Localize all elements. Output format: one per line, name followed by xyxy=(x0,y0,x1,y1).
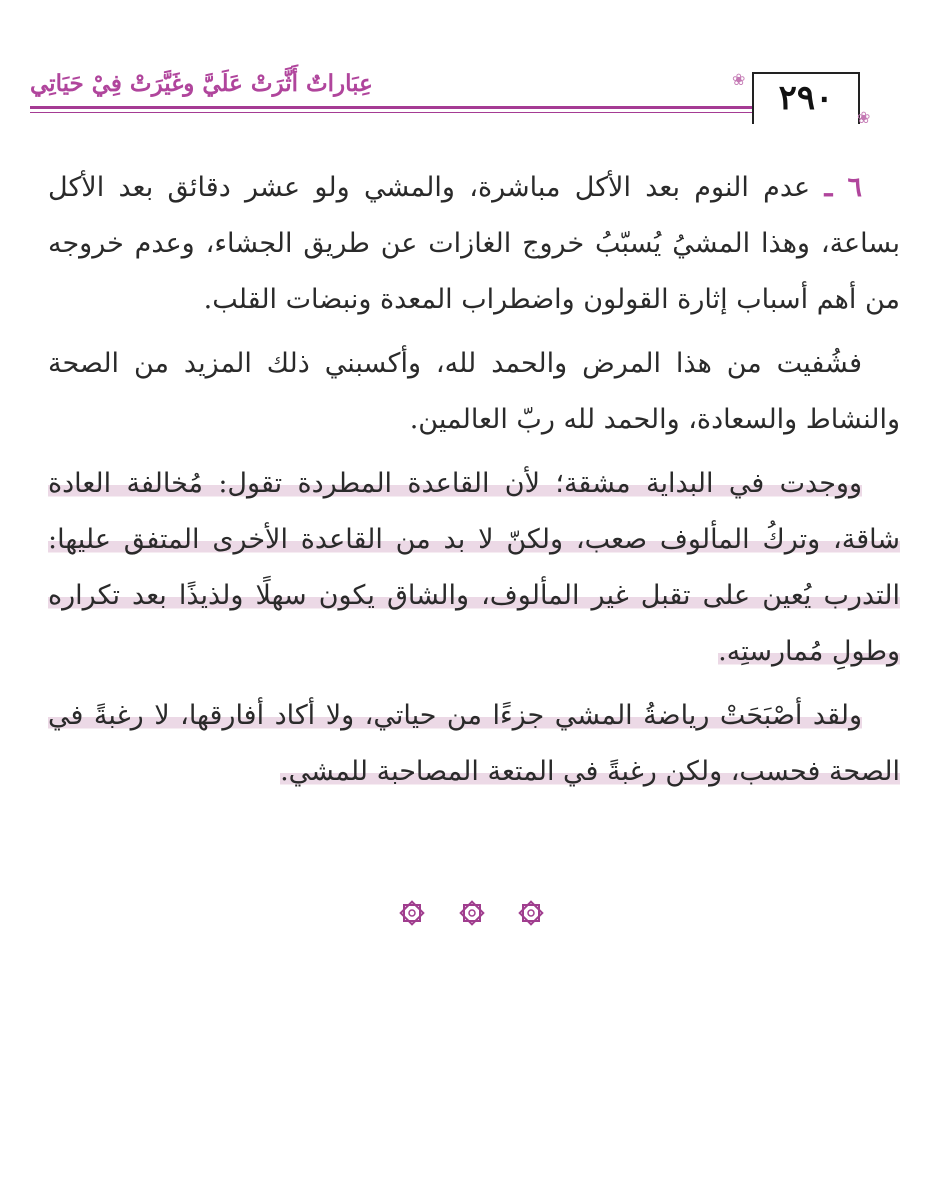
star-ornament-icon xyxy=(516,898,546,928)
paragraph xyxy=(48,160,900,328)
section-divider xyxy=(0,898,943,938)
body-text xyxy=(48,160,900,808)
flower-ornament-icon: ❀ xyxy=(857,108,871,127)
highlighted-paragraph-text: ولقد أصْبَحَتْ رياضةُ المشي جزءًا من حياتي، ولا أكاد أفارقها، لا رغبةً في الصحة فحسب، ولكن رغبةً في المتعة المصاحبة للمشي. xyxy=(48,700,900,787)
paragraph xyxy=(48,336,900,448)
header-rule-thin xyxy=(30,112,752,113)
paragraph-text: فشُفيت من هذا المرض والحمد لله، وأكسبني ذلك المزيد من الصحة والنشاط والسعادة، والحمد لله ربّ العالمين. xyxy=(48,348,900,435)
star-ornament-icon xyxy=(457,898,487,928)
header-rule-thick xyxy=(30,106,752,109)
star-ornament-icon xyxy=(397,898,427,928)
paragraph xyxy=(48,688,900,800)
highlighted-paragraph-text: ووجدت في البداية مشقة؛ لأن القاعدة المطردة تقول: مُخالفة العادة شاقة، وتركُ المألوف صعب، ولكنّ لا بد من القاعدة الأخرى المتفق عليها: التدرب يُعين على تقبل غير المألوف، والشاق يكون سهلًا ولذيذًا بعد تكراره وطولِ مُمارستِه. xyxy=(48,468,900,667)
paragraph-text: عدم النوم بعد الأكل مباشرة، والمشي ولو عشر دقائق بعد الأكل بساعة، وهذا المشيُ يُسبّبُ خروج الغازات عن طريق الجشاء، وعدم خروجه من أهم أسباب إثارة القولون واضطراب المعدة ونبضات القلب. xyxy=(48,172,900,315)
page-number: ٢٩٠ xyxy=(778,78,834,118)
flower-ornament-icon: ❀ xyxy=(732,70,746,89)
paragraph xyxy=(48,456,900,680)
page-header xyxy=(0,0,943,140)
running-title: عِبَاراتٌ أَثَّرَتْ عَلَيَّ وغَيَّرَتْ فِيْ حَيَاتِي xyxy=(30,70,373,97)
item-number: ٦ ـ xyxy=(824,172,862,203)
